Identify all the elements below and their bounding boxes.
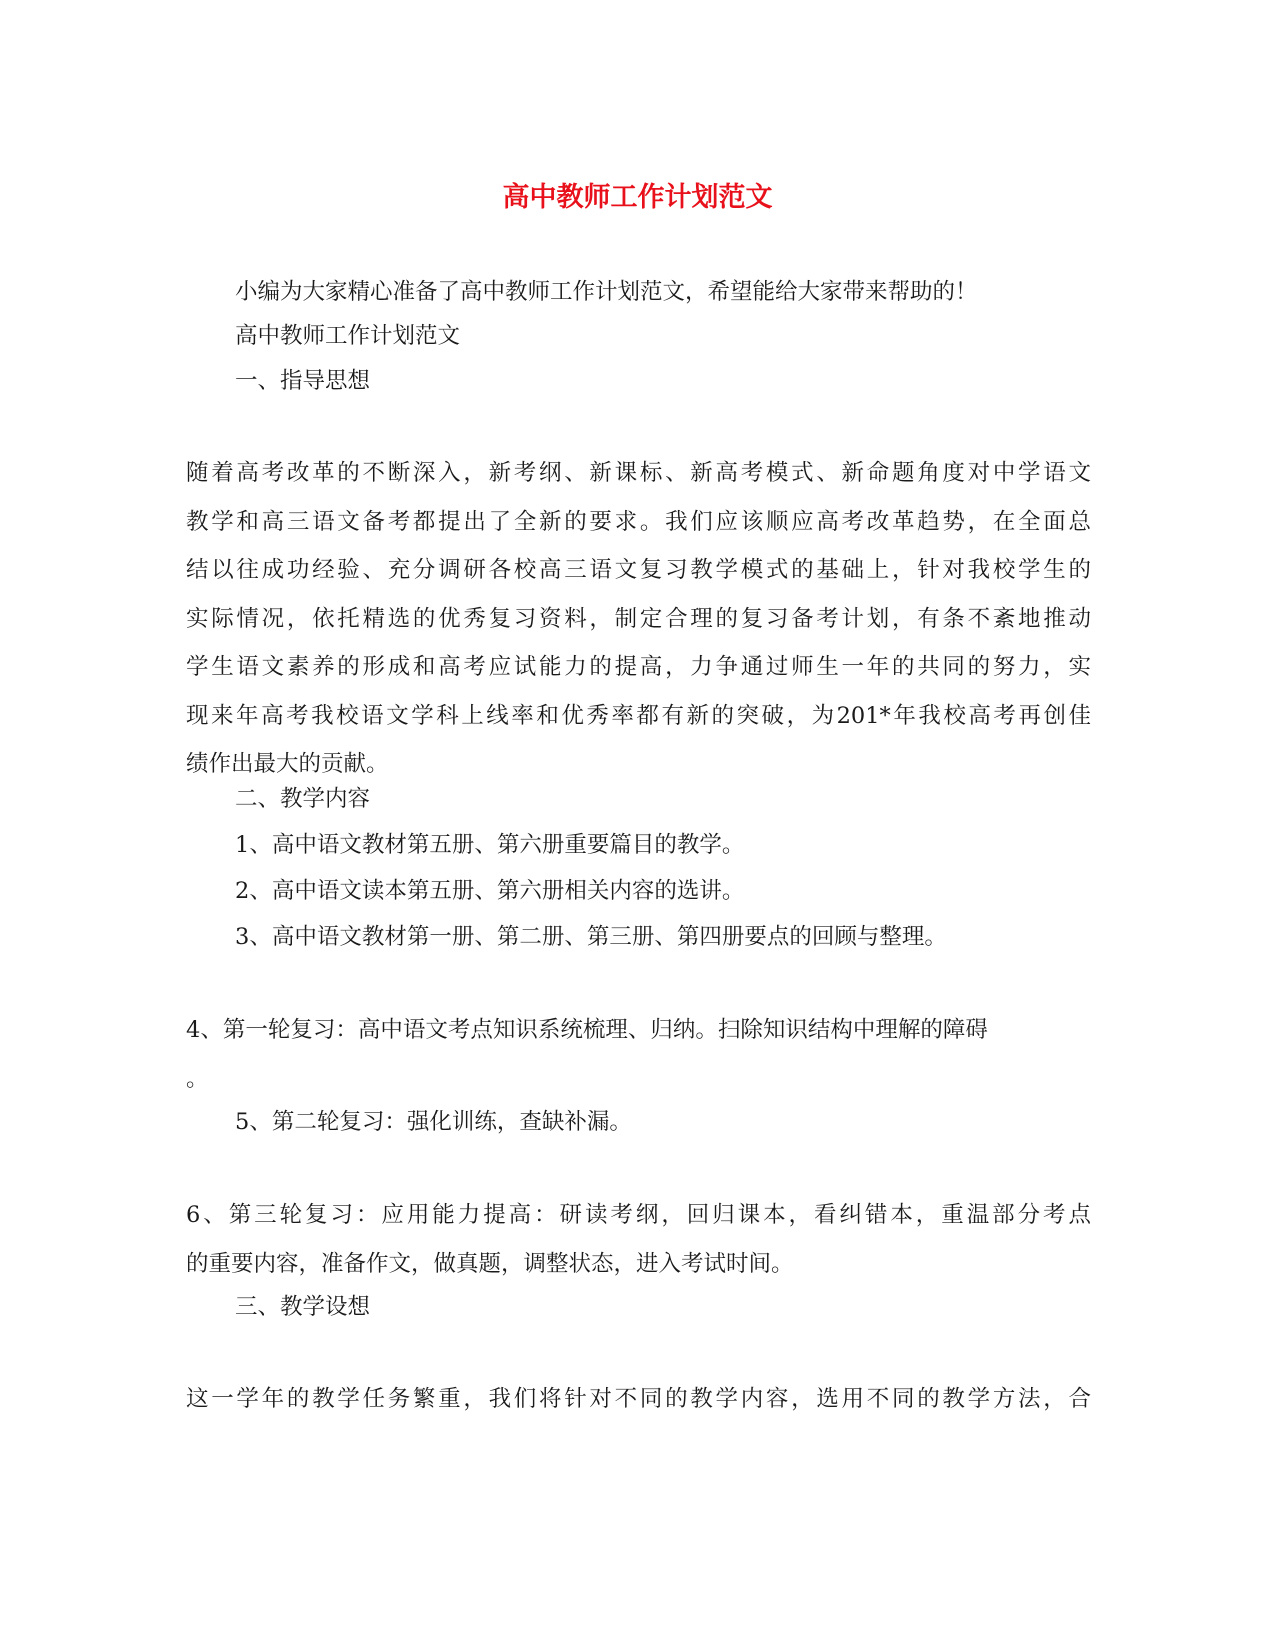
- content-item-3: 3、高中语文教材第一册、第二册、第三册、第四册要点的回顾与整理。: [235, 924, 947, 950]
- section3-paragraph: [186, 1375, 1091, 1424]
- paragraph-line: 6、第三轮复习：应用能力提高：研读考纲，回归课本，看纠错本，重温部分考点: [186, 1202, 1091, 1228]
- content-item-2: 2、高中语文读本第五册、第六册相关内容的选讲。: [235, 878, 745, 904]
- doc-heading: 高中教师工作计划范文: [235, 323, 461, 349]
- content-item-5: 5、第二轮复习：强化训练，查缺补漏。: [235, 1109, 632, 1135]
- paragraph-line: 。: [186, 1065, 209, 1092]
- paragraph-line: 随着高考改革的不断深入，新考纲、新课标、新高考模式、新命题角度对中学语文: [186, 460, 1091, 486]
- paragraph-line: 4、第一轮复习：高中语文考点知识系统梳理、归纳。扫除知识结构中理解的障碍: [186, 1017, 988, 1043]
- intro-paragraph: 小编为大家精心准备了高中教师工作计划范文，希望能给大家带来帮助的！: [235, 279, 978, 305]
- paragraph-line: 现来年高考我校语文学科上线率和优秀率都有新的突破，为201*年我校高考再创佳: [186, 702, 1091, 729]
- section1-heading: 一、指导思想: [235, 368, 371, 394]
- section2-heading: 二、教学内容: [235, 786, 371, 812]
- section3-heading: 三、教学设想: [235, 1294, 371, 1320]
- content-item-1: 1、高中语文教材第五册、第六册重要篇目的教学。: [235, 832, 745, 858]
- section1-paragraph: [186, 449, 1091, 789]
- paragraph-line: 教学和高三语文备考都提出了全新的要求。我们应该顺应高考改革趋势，在全面总: [186, 508, 1091, 535]
- paragraph-line: 实际情况，依托精选的优秀复习资料，制定合理的复习备考计划，有条不紊地推动: [186, 605, 1091, 632]
- paragraph-line: 学生语文素养的形成和高考应试能力的提高，力争通过师生一年的共同的努力，实: [186, 654, 1091, 680]
- content-item-6: [186, 1191, 1091, 1288]
- paragraph-line: 结以往成功经验、充分调研各校高三语文复习教学模式的基础上，针对我校学生的: [186, 557, 1091, 583]
- paragraph-line: 绩作出最大的贡献。: [186, 751, 389, 777]
- content-item-4: [186, 1006, 1091, 1103]
- paragraph-line: 这一学年的教学任务繁重，我们将针对不同的教学内容，选用不同的教学方法，合: [186, 1386, 1091, 1412]
- document-title: 高中教师工作计划范文: [502, 182, 773, 213]
- paragraph-line: 的重要内容，准备作文，做真题，调整状态，进入考试时间。: [186, 1250, 794, 1277]
